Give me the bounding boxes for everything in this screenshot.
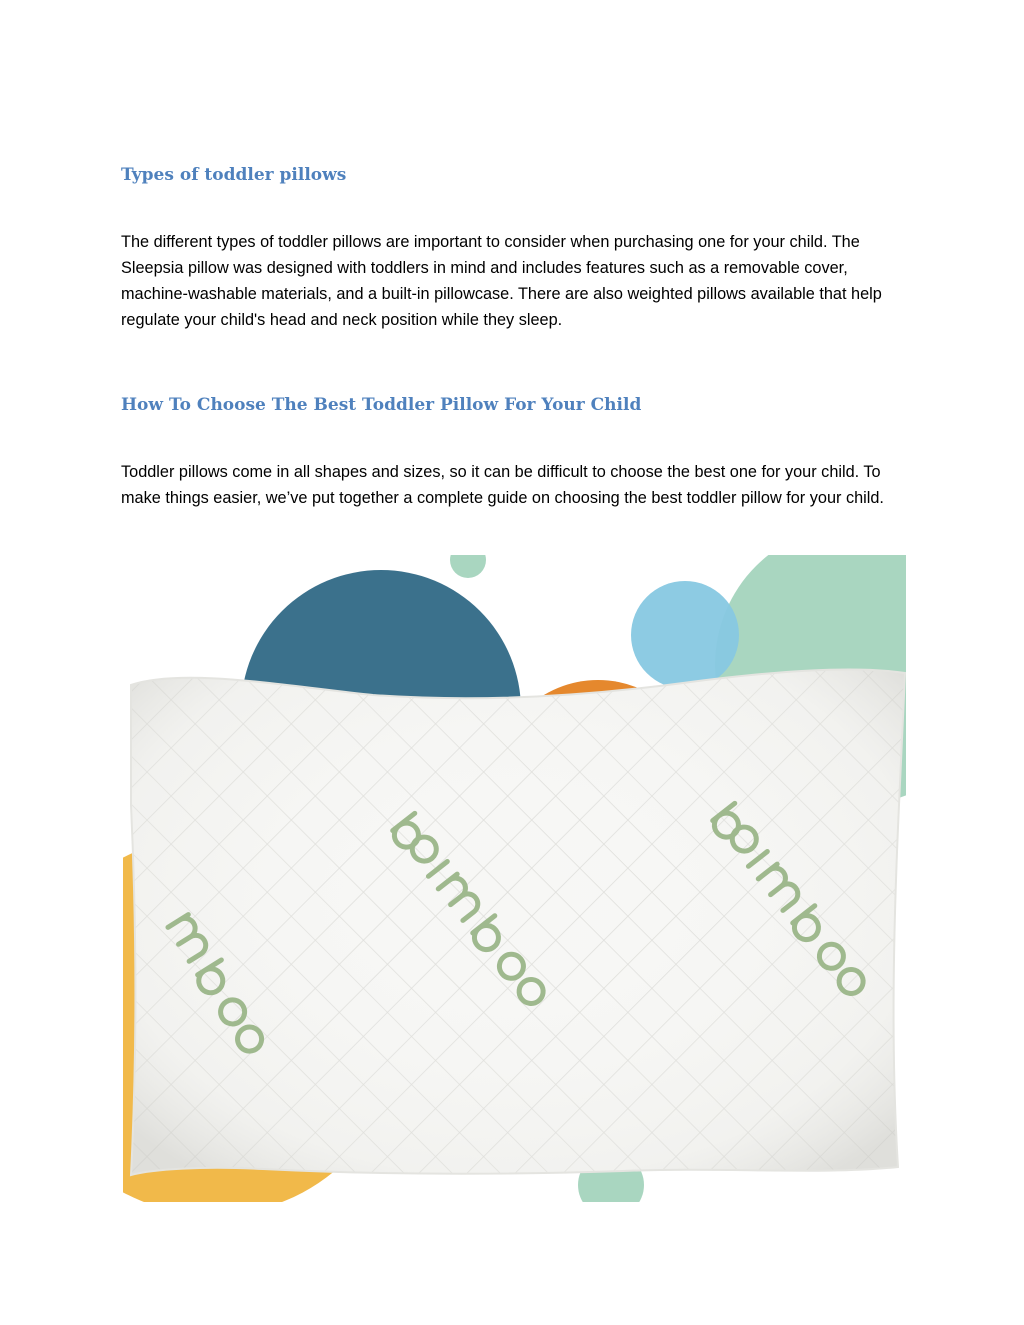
section-heading-choose: How To Choose The Best Toddler Pillow For Your Child (121, 395, 642, 415)
background-circle (631, 581, 739, 689)
background-circle (450, 555, 486, 578)
section-paragraph-choose: Toddler pillows come in all shapes and sizes, so it can be difficult to choose the best one for your child. To make things easier, we’ve put together a complete guide on choosing the best toddler pillow for your child. (121, 463, 884, 507)
section-paragraph-types: The different types of toddler pillows are important to consider when purchasing one for your child. The Sleepsia pillow was designed with toddlers in mind and includes features such as a removable cover, machine-washable materials, and a built-in pillowcase. There are also weighted pillows available that help regulate your child's head and neck position while they sleep. (121, 233, 882, 329)
section-heading-types: Types of toddler pillows (121, 165, 347, 185)
bamboo-pillow-image (123, 555, 906, 1202)
